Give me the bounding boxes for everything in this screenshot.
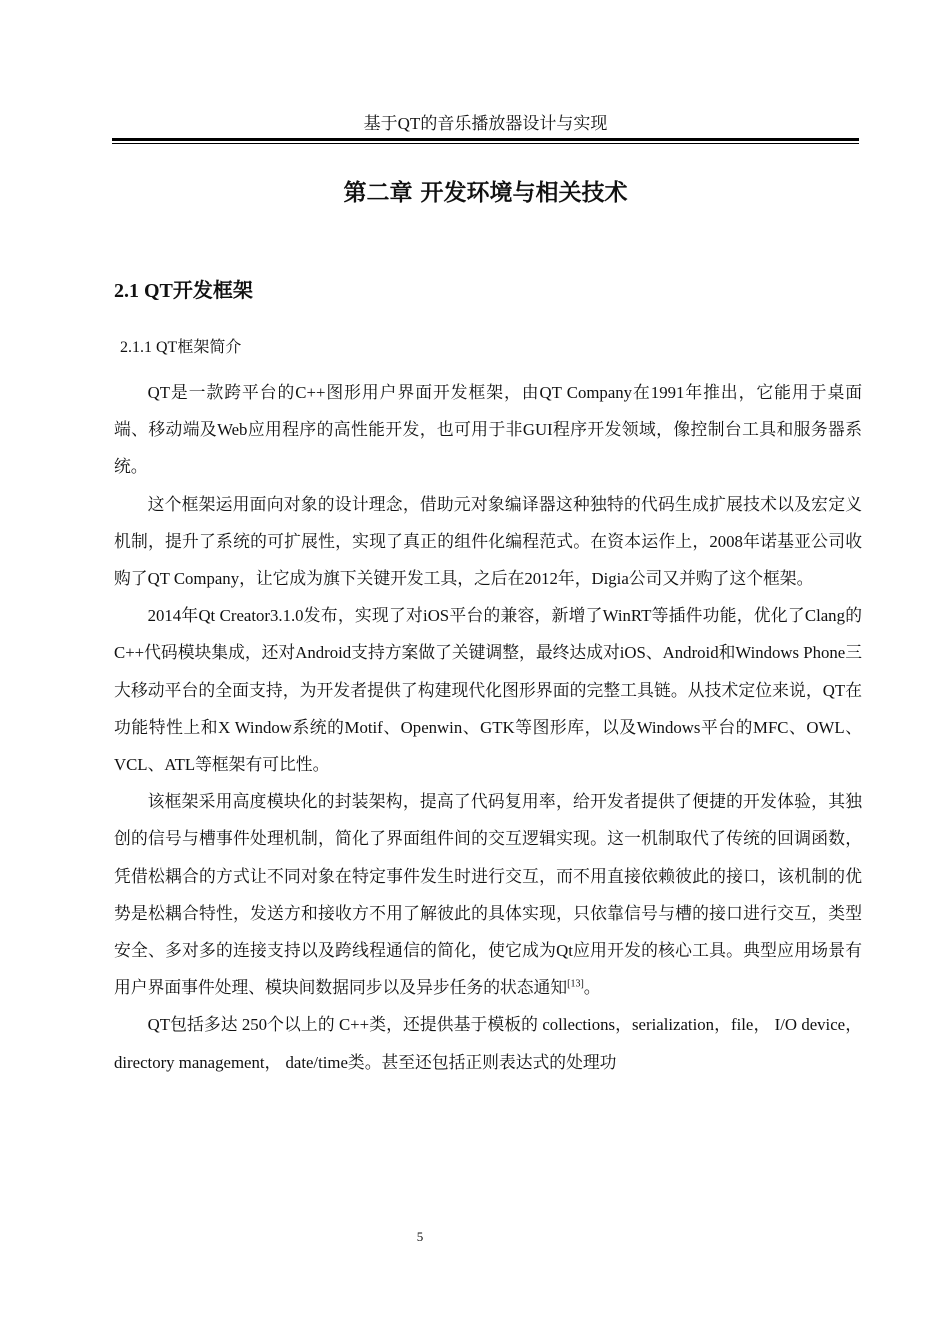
page-number: 5: [416, 1229, 424, 1244]
running-header: 基于QT的音乐播放器设计与实现: [363, 114, 608, 133]
paragraph-4-text: 该框架采用高度模块化的封装架构，提高了代码复用率，给开发者提供了便捷的开发体验，其独创的信号与槽事件处理机制，简化了界面组件间的交互逻辑实现。这一机制取代了传统的回调函数，凭借松耦合的方式让不同对象在特定事件发生时进行交互，而不用直接依赖彼此的接口，该机制的优势是松耦合特性，发送方和接收方不用了解彼此的具体实现，只依靠信号与槽的接口进行交互，类型安全、多对多的连接支持以及跨线程通信的简化，使它成为Qt应用开发的核心工具。典型应用场景有用户界面事件处理、模块间数据同步以及异步任务的状态通知: [114, 792, 862, 998]
citation-reference: [13]: [567, 978, 584, 990]
header-rule-thick: [112, 138, 859, 141]
paragraph-4-end: 。: [583, 978, 601, 998]
paragraph-3: 2014年Qt Creator3.1.0发布，实现了对iOS平台的兼容，新增了WinRT等插件功能，优化了Clang的C++代码模块集成，还对Android支持方案做了关键调整，最终达成对iOS、Android和Windows Phone三大移动平台的全面支持，为开发者提供了构建现代化图形界面的完整工具链。从技术定位来说，QT在功能特性上和X Window系统的Motif、Openwin、GTK等图形库，以及Windows平台的MFC、OWL、VCL、ATL等框架有可比性。: [114, 606, 862, 775]
header-rule-thin: [112, 143, 859, 144]
chapter-title: 第二章 开发环境与相关技术: [343, 180, 628, 206]
paragraph-5: QT包括多达 250个以上的 C++类，还提供基于模板的 collections，serialization，file， I/O device， directory management， date/time类。甚至还包括正则表达式的处理功: [114, 1015, 862, 1072]
paragraph-2: 这个框架运用面向对象的设计理念，借助元对象编译器这种独特的代码生成扩展技术以及宏定义机制，提升了系统的可扩展性，实现了真正的组件化编程范式。在资本运作上，2008年诺基亚公司收购了QT Company，让它成为旗下关键开发工具，之后在2012年，Digia公司又并购了这个框架。: [114, 494, 862, 589]
paragraph-4: [114, 783, 862, 1006]
subsection-heading: 2.1.1 QT框架简介: [120, 339, 242, 356]
paragraph-1: QT是一款跨平台的C++图形用户界面开发框架，由QT Company在1991年推出，它能用于桌面端、移动端及Web应用程序的高性能开发，也可用于非GUI程序开发领域，像控制台工具和服务器系统。: [114, 383, 862, 477]
body-text: [114, 374, 862, 1081]
section-heading: 2.1 QT开发框架: [114, 280, 253, 302]
